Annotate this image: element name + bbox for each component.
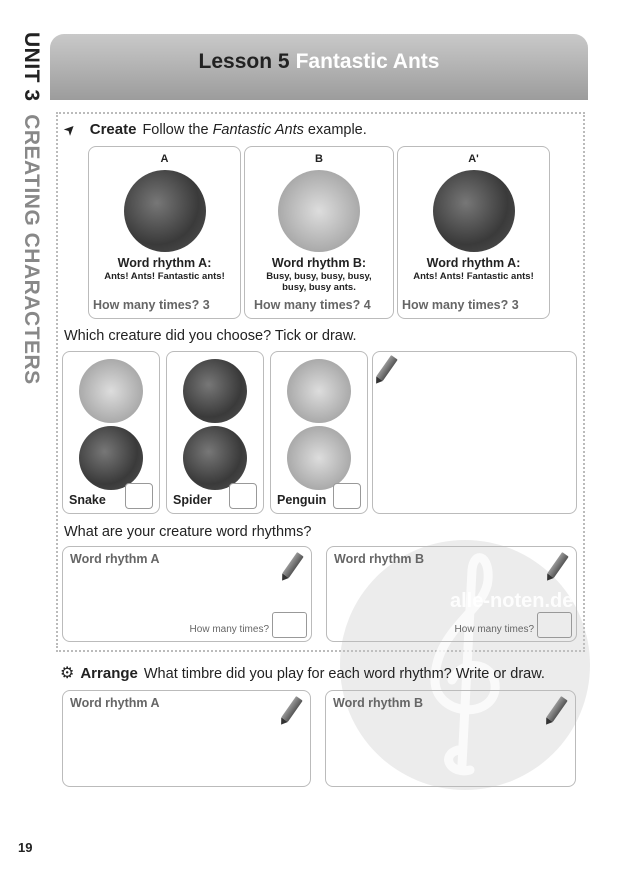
times-input[interactable] (537, 612, 572, 638)
sky-image (278, 170, 360, 252)
card-letter: A (160, 153, 169, 165)
create-section-border-left (56, 112, 58, 648)
instruction-italic: Fantastic Ants (212, 122, 304, 138)
card-letter: A' (468, 153, 479, 165)
snake-closeup-image (79, 426, 143, 490)
create-instruction (59, 119, 367, 139)
example-card-a (88, 146, 241, 319)
pencil-icon (376, 355, 397, 381)
spider-image (183, 359, 247, 423)
word-rhythm-b-box[interactable] (326, 546, 577, 642)
penguin-swimming-image (287, 426, 351, 490)
rhythm-label: Word rhythm B: (271, 256, 367, 270)
arrange-label: Arrange (80, 665, 138, 682)
lesson-title: Fantastic Ants (295, 50, 440, 73)
box-title: Word rhythm B (334, 552, 425, 566)
how-many-label: How many times? (454, 624, 534, 635)
example-card-a-prime (397, 146, 550, 319)
tick-box[interactable] (229, 483, 257, 509)
creature-name: Spider (173, 493, 212, 507)
rhythm-words: Busy, busy, busy, busy, busy, busy ants. (266, 271, 372, 293)
watermark-text: alle-noten.de (450, 590, 574, 612)
instruction-text: Follow the (142, 122, 213, 138)
box-title: Word rhythm A (70, 552, 160, 566)
pencil-icon (281, 696, 302, 722)
unit-title: CREATING CHARACTERS (20, 114, 43, 385)
rhythm-words: Ants! Ants! Fantastic ants! (104, 271, 225, 282)
tick-box[interactable] (333, 483, 361, 509)
rhythm-label: Word rhythm A: (117, 256, 212, 270)
create-label: Create (89, 121, 137, 138)
times-input[interactable] (272, 612, 307, 638)
choose-question: Which creature did you choose? Tick or draw. (64, 328, 357, 344)
unit-number: UNIT 3 (20, 32, 43, 102)
times-label: How many times? 3 (93, 298, 210, 312)
timbre-a-box[interactable] (62, 690, 311, 787)
spider-closeup-image (183, 426, 247, 490)
forest-image (433, 170, 515, 252)
arrange-text: What timbre did you play for each word rhythm? Write or draw. (143, 666, 545, 682)
box-title: Word rhythm A (70, 696, 160, 710)
creature-name: Snake (69, 493, 106, 507)
gears-icon: ⚙ (60, 665, 75, 682)
arrange-instruction (60, 663, 545, 683)
snake-image (79, 359, 143, 423)
instruction-text-end: example. (303, 122, 367, 138)
creature-card-snake (62, 351, 160, 514)
creature-card-penguin (270, 351, 368, 514)
arrow-icon: ➤ (59, 119, 80, 139)
pencil-icon (282, 552, 303, 578)
creature-card-spider (166, 351, 264, 514)
rhythms-question: What are your creature word rhythms? (64, 524, 312, 540)
times-label: How many times? 4 (254, 298, 371, 312)
forest-image (124, 170, 206, 252)
pencil-icon (546, 696, 567, 722)
page-number: 19 (18, 840, 33, 855)
pencil-icon (547, 552, 568, 578)
how-many-label: How many times? (189, 624, 269, 635)
example-card-b (244, 146, 394, 319)
unit-side-label (16, 32, 46, 402)
rhythm-words: Ants! Ants! Fantastic ants! (413, 271, 534, 282)
draw-box[interactable] (372, 351, 577, 514)
lesson-number: Lesson 5 (198, 50, 290, 73)
penguin-image (287, 359, 351, 423)
rhythm-label: Word rhythm A: (426, 256, 521, 270)
lesson-banner (50, 34, 588, 100)
times-label: How many times? 3 (402, 298, 519, 312)
word-rhythm-a-box[interactable] (62, 546, 312, 642)
box-title: Word rhythm B (333, 696, 424, 710)
creature-name: Penguin (277, 493, 327, 507)
timbre-b-box[interactable] (325, 690, 576, 787)
card-letter: B (315, 153, 323, 165)
tick-box[interactable] (125, 483, 153, 509)
